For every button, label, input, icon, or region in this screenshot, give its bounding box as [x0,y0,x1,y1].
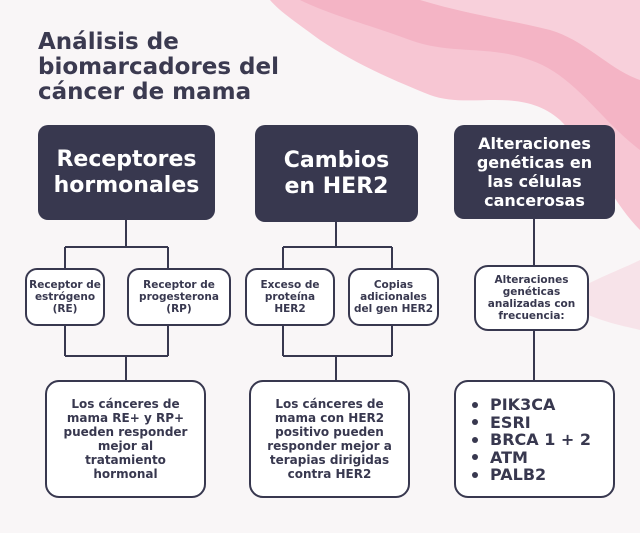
node-estrogen-receptor [25,268,105,326]
gene-item [472,414,613,432]
node-line: del gen HER2 [353,303,433,315]
node-her2-extra-copies [348,268,439,326]
gene-name: ESRI [490,412,531,432]
gene-list [454,380,615,498]
node-progesterone-receptor [127,268,231,326]
conclusion-line: Los cánceres de [71,397,180,411]
node-frequent-genetic-alterations [474,265,589,331]
node-line: Copias [373,279,414,291]
node-line: progesterona [139,291,219,303]
node-line: Receptor de [143,279,215,291]
bullet-icon [472,419,478,425]
heading-line: Receptores [56,146,197,172]
bullet-icon [472,454,478,460]
heading-line: Alteraciones [478,134,591,153]
heading-line: genéticas en [476,153,593,172]
heading-line: Cambios [283,147,390,173]
heading-line: las células [487,172,582,191]
gene-item [472,396,613,414]
node-line: Receptor de [29,279,101,291]
node-her2-protein-excess [245,268,335,326]
bullet-icon [472,472,478,478]
bullet-icon [472,402,478,408]
conclusion-line: mejor al [97,439,154,453]
conclusion-line: contra HER2 [287,467,372,481]
page-title [38,30,358,105]
heading-line: hormonales [53,172,200,198]
heading-line: cancerosas [484,191,585,210]
gene-name: PALB2 [490,465,547,484]
heading-line: en HER2 [284,173,389,199]
bullet-icon [472,437,478,443]
gene-item [472,431,613,449]
conclusion-line: mama RE+ y RP+ [66,411,185,425]
conclusion-line: responder mejor a [267,439,392,453]
gene-item [472,466,613,484]
conclusion-line: terapias dirigidas [269,453,390,467]
gene-name: BRCA 1 + 2 [490,430,592,449]
gene-item [472,449,613,467]
heading-genetic-alterations [454,125,615,219]
conclusion-line: Los cánceres de [275,397,384,411]
conclusion-line: hormonal [93,467,158,481]
node-line: analizadas con [487,298,576,310]
conclusion-line: positivo pueden [275,425,384,439]
conclusion-line: tratamiento [85,453,166,467]
gene-name: PIK3CA [490,395,556,414]
conclusion-line: mama con HER2 [274,411,385,425]
node-line: (RE) [52,303,78,315]
title-line: biomarcadores del [38,54,279,80]
node-line: Exceso de [260,279,320,291]
heading-her2-changes [255,125,418,222]
node-line: estrógeno [34,291,96,303]
node-line: adicionales [360,291,427,303]
node-line: proteína [264,291,316,303]
conclusion-her2 [249,380,410,498]
title-line: cáncer de mama [38,79,252,105]
conclusion-line: pueden responder [63,425,188,439]
node-line: HER2 [274,303,306,315]
title-line: Análisis de [38,29,179,55]
gene-name: ATM [490,447,528,467]
node-line: genéticas [502,286,561,298]
heading-hormone-receptors [38,125,215,220]
node-line: (RP) [166,303,192,315]
node-line: frecuencia: [498,310,565,322]
conclusion-hormone-receptors [45,380,206,498]
node-line: Alteraciones [494,274,569,286]
